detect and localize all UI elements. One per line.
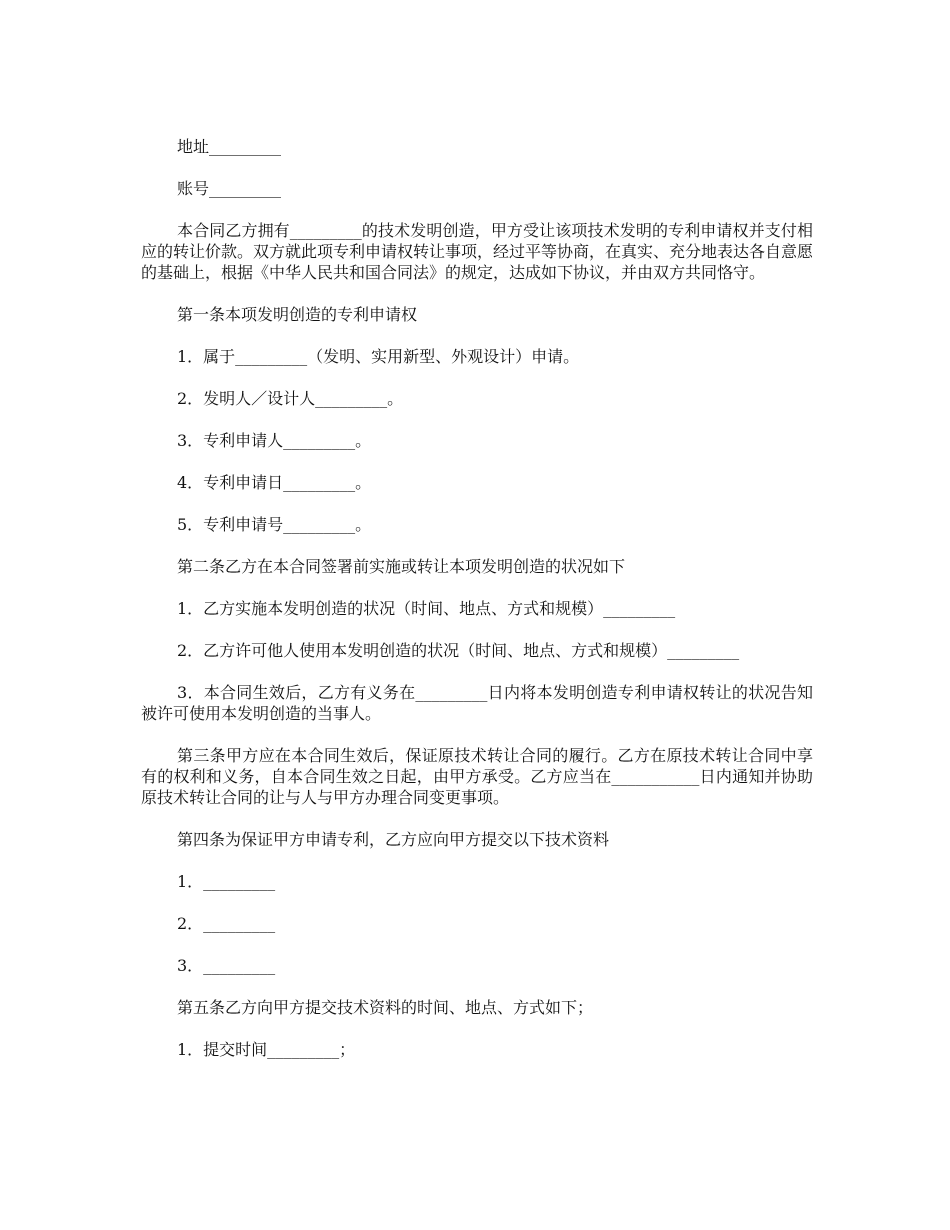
article-2-item-1: 1．乙方实施本发明创造的状况（时间、地点、方式和规模）_________ — [177, 599, 676, 618]
article-4-item-2: 2．_________ — [177, 914, 276, 933]
article-2-heading: 第二条乙方在本合同签署前实施或转让本项发明创造的状况如下 — [177, 557, 626, 576]
article-4-item-1: 1．_________ — [177, 872, 276, 891]
article-2-item-2: 2．乙方许可他人使用本发明创造的状况（时间、地点、方式和规模）_________ — [177, 641, 740, 660]
article-2-item-3: 3．本合同生效后，乙方有义务在_________日内将本发明创造专利申请权转让的状况告知被许可使用本发明创造的当事人。 — [141, 683, 813, 723]
article-5-heading: 第五条乙方向甲方提交技术资料的时间、地点、方式如下； — [177, 998, 594, 1017]
article-5-item-1: 1．提交时间_________； — [177, 1040, 356, 1059]
address-line: 地址_________ — [177, 137, 282, 156]
article-1-item-3: 3．专利申请人_________。 — [177, 431, 372, 450]
preamble-paragraph: 本合同乙方拥有_________的技术发明创造，甲方受让该项技术发明的专利申请权并支付相应的转让价款。双方就此项专利申请权转让事项，经过平等协商，在真实、充分地表达各自意愿的基础上，根据《中华人民共和国合同法》的规定，达成如下协议，并由双方共同恪守。 — [141, 221, 814, 282]
article-1-item-5: 5．专利申请号_________。 — [177, 515, 372, 534]
account-line: 账号_________ — [177, 179, 282, 198]
article-1-heading: 第一条本项发明创造的专利申请权 — [177, 305, 418, 324]
article-4-heading: 第四条为保证甲方申请专利，乙方应向甲方提交以下技术资料 — [177, 830, 610, 849]
article-3-paragraph: 第三条甲方应在本合同生效后，保证原技术转让合同的履行。乙方在原技术转让合同中享有的权利和义务，自本合同生效之日起，由甲方承受。乙方应当在___________日内通知并协助原技术转让合同的让与人与甲方办理合同变更事项。 — [141, 746, 813, 807]
document-body — [141, 136, 813, 1081]
article-4-item-3: 3．_________ — [177, 956, 276, 975]
article-1-item-1: 1．属于_________（发明、实用新型、外观设计）申请。 — [177, 347, 580, 366]
article-1-item-2: 2．发明人／设计人_________。 — [177, 389, 404, 408]
article-1-item-4: 4．专利申请日_________。 — [177, 473, 372, 492]
